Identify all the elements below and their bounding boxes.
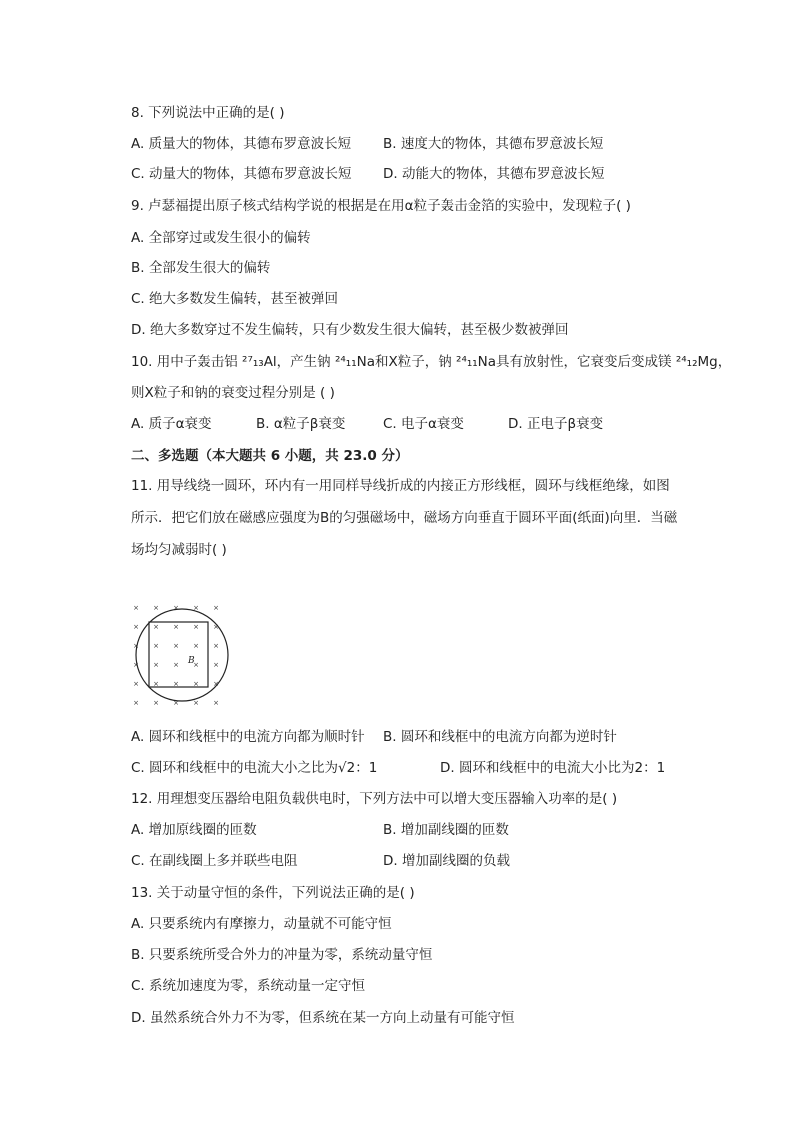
q8-option-c: C. 动量大的物体，其德布罗意波长短 [131,166,352,182]
q11-option-d: D. 圆环和线框中的电流大小比为2：1 [440,760,666,776]
q13-option-d: D. 虽然系统合外力不为零，但系统在某一方向上动量有可能守恒 [131,1010,515,1026]
q9-option-a: A. 全部穿过或发生很小的偏转 [131,230,311,246]
field-x-mark: × [133,642,139,650]
field-x-mark: × [153,623,159,631]
q10-option-a: A. 质子α衰变 [131,416,212,432]
field-x-mark: × [173,661,179,669]
q13-option-c: C. 系统加速度为零，系统动量一定守恒 [131,978,366,994]
q8-option-a: A. 质量大的物体，其德布罗意波长短 [131,136,352,152]
field-x-mark: × [213,623,219,631]
q13-option-a: A. 只要系统内有摩擦力，动量就不可能守恒 [131,916,392,932]
field-x-mark: × [133,699,139,707]
q11-option-a: A. 圆环和线框中的电流方向都为顺时针 [131,729,365,745]
q11-stem-line2: 所示．把它们放在磁感应强度为B的匀强磁场中，磁场方向垂直于圆环平面(纸面)向里．当磁 [131,510,678,526]
q12-option-b: B. 增加副线圈的匝数 [383,822,509,838]
field-x-mark: × [133,604,139,612]
q12-option-c: C. 在副线圈上多并联些电阻 [131,853,298,869]
q11-option-b: B. 圆环和线框中的电流方向都为逆时针 [383,729,617,745]
field-x-mark: × [213,680,219,688]
field-x-mark: × [153,680,159,688]
section-heading-multiple-choice: 二、多选题（本大题共 6 小题，共 23.0 分） [131,448,409,464]
q10-option-c: C. 电子α衰变 [383,416,464,432]
q12-stem: 12. 用理想变压器给电阻负载供电时，下列方法中可以增大变压器输入功率的是( ) [131,791,618,807]
square-frame [149,622,208,687]
field-x-mark: × [173,699,179,707]
q12-option-d: D. 增加副线圈的负载 [383,853,510,869]
field-x-mark: × [213,642,219,650]
q11-option-c: C. 圆环和线框中的电流大小之比为√2：1 [131,760,378,776]
field-x-mark: × [133,680,139,688]
field-x-mark: × [193,699,199,707]
field-x-mark: × [213,699,219,707]
q12-option-a: A. 增加原线圈的匝数 [131,822,257,838]
q11-stem-line1: 11. 用导线绕一圆环，环内有一用同样导线折成的内接正方形线框，圆环与线框绝缘，如图 [131,478,670,494]
q13-option-b: B. 只要系统所受合外力的冲量为零，系统动量守恒 [131,947,433,963]
field-x-mark: × [153,699,159,707]
field-x-mark: × [193,623,199,631]
field-x-mark: × [133,623,139,631]
field-x-mark: × [193,642,199,650]
q10-option-d: D. 正电子β衰变 [508,416,604,432]
q10-stem-line1: 10. 用中子轰击铝 ²⁷₁₃Al，产生钠 ²⁴₁₁Na和X粒子，钠 ²⁴₁₁Na具有放射性，它衰变后变成镁 ²⁴₁₂Mg， [131,354,732,370]
field-x-mark: × [213,604,219,612]
q11-figure-circle-square-field [126,598,230,710]
field-x-mark: × [133,661,139,669]
q10-stem-line2: 则X粒子和钠的衰变过程分别是 ( ) [131,385,335,401]
q9-option-c: C. 绝大多数发生偏转，甚至被弹回 [131,291,339,307]
field-x-mark: × [173,642,179,650]
q13-stem: 13. 关于动量守恒的条件，下列说法正确的是( ) [131,885,415,901]
q8-option-d: D. 动能大的物体，其德布罗意波长短 [383,166,605,182]
field-x-mark: × [153,661,159,669]
field-x-mark: × [173,623,179,631]
field-x-mark: × [173,680,179,688]
field-x-mark: × [173,604,179,612]
field-x-mark: × [193,661,199,669]
q9-option-b: B. 全部发生很大的偏转 [131,260,271,276]
q11-stem-line3: 场均匀减弱时( ) [131,542,227,558]
field-x-mark: × [193,604,199,612]
q10-option-b: B. α粒子β衰变 [256,416,346,432]
q8-option-b: B. 速度大的物体，其德布罗意波长短 [383,136,604,152]
q8-stem: 8. 下列说法中正确的是( ) [131,105,285,121]
field-x-mark: × [213,661,219,669]
field-x-mark: × [193,680,199,688]
field-x-mark: × [153,642,159,650]
q9-stem: 9. 卢瑟福提出原子核式结构学说的根据是在用α粒子轰击金箔的实验中，发现粒子( ) [131,198,631,214]
field-label-b: B [188,656,195,666]
field-x-mark: × [153,604,159,612]
q9-option-d: D. 绝大多数穿过不发生偏转，只有少数发生很大偏转，甚至极少数被弹回 [131,322,569,338]
